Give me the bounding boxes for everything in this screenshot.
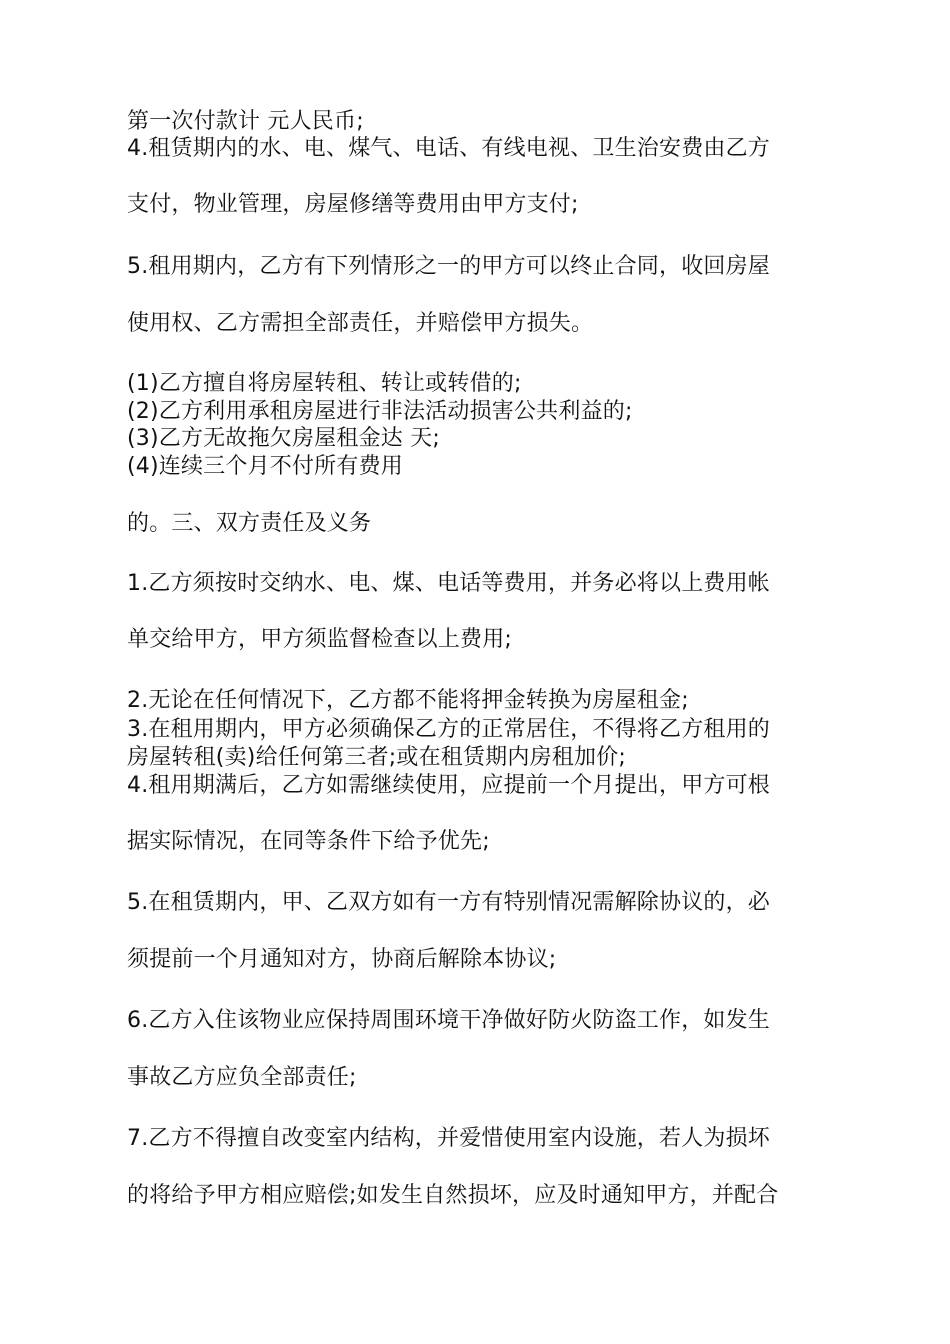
text-line: 的将给予甲方相应赔偿;如发生自然损坏，应及时通知甲方，并配合	[127, 1183, 779, 1208]
text-line: 5.在租赁期内，甲、乙双方如有一方有特别情况需解除协议的，必	[127, 890, 770, 915]
text-line: (1)乙方擅自将房屋转租、转让或转借的;	[127, 371, 522, 396]
text-line: 第一次付款计 元人民币;	[127, 109, 364, 134]
text-line: 据实际情况，在同等条件下给予优先;	[127, 829, 490, 854]
text-line: 5.租用期内，乙方有下列情形之一的甲方可以终止合同，收回房屋	[127, 254, 770, 279]
text-line: 3.在租用期内，甲方必须确保乙方的正常居住，不得将乙方租用的	[127, 717, 770, 742]
text-line: 2.无论在任何情况下，乙方都不能将押金转换为房屋租金;	[127, 688, 689, 713]
text-line: (2)乙方利用承租房屋进行非法活动损害公共利益的;	[127, 399, 633, 424]
text-line: 的。三、双方责任及义务	[127, 511, 372, 536]
text-line: 1.乙方须按时交纳水、电、煤、电话等费用，并务必将以上费用帐	[127, 571, 770, 596]
text-line: 7.乙方不得擅自改变室内结构，并爱惜使用室内设施，若人为损坏	[127, 1126, 770, 1151]
text-line: 使用权、乙方需担全部责任，并赔偿甲方损失。	[127, 311, 594, 336]
text-line: 单交给甲方，甲方须监督检查以上费用;	[127, 627, 513, 652]
text-line: 须提前一个月通知对方，协商后解除本协议;	[127, 947, 557, 972]
text-line: 事故乙方应负全部责任;	[127, 1065, 357, 1090]
text-line: 支付，物业管理，房屋修缮等费用由甲方支付;	[127, 192, 579, 217]
text-line: 房屋转租(卖)给任何第三者;或在租赁期内房租加价;	[127, 745, 626, 770]
text-line: 4.租用期满后，乙方如需继续使用，应提前一个月提出，甲方可根	[127, 773, 770, 798]
text-line: 4.租赁期内的水、电、煤气、电话、有线电视、卫生治安费由乙方	[127, 136, 770, 161]
text-line: (4)连续三个月不付所有费用	[127, 454, 403, 479]
text-line: (3)乙方无故拖欠房屋租金达 天;	[127, 426, 440, 451]
text-line: 6.乙方入住该物业应保持周围环境干净做好防火防盗工作，如发生	[127, 1008, 770, 1033]
